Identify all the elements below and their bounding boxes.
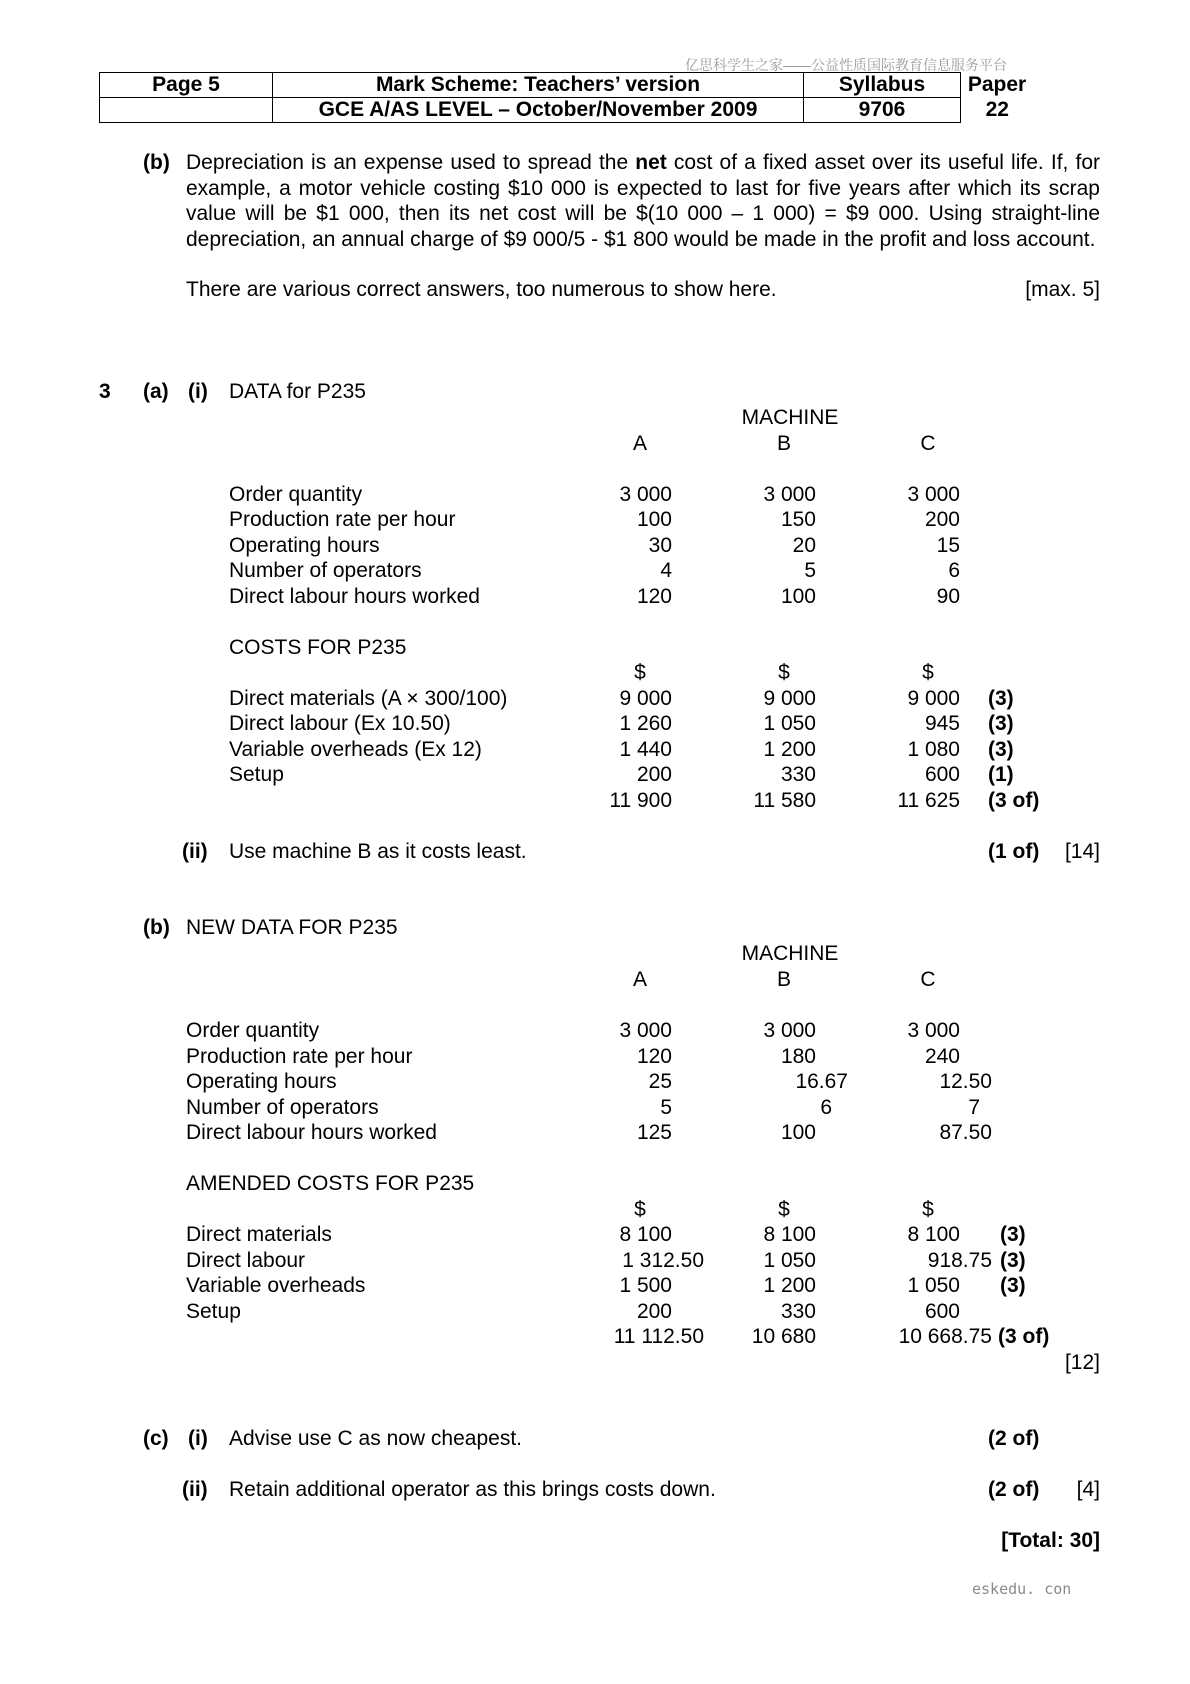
table-cell: 200 bbox=[924, 508, 960, 531]
mark-allocation: (1) bbox=[988, 763, 1014, 786]
table-cell: 1 200 bbox=[763, 1274, 816, 1297]
table-row-label: Direct labour bbox=[186, 1249, 306, 1272]
table-row-label: Order quantity bbox=[186, 1019, 320, 1042]
table-cell: 100 bbox=[780, 1121, 816, 1144]
table-cell: 7 bbox=[968, 1096, 980, 1119]
table-cell: 16.67 bbox=[795, 1070, 848, 1093]
table-row-label: Number of operators bbox=[186, 1096, 379, 1119]
table-cell-total: 11 625 bbox=[897, 789, 960, 812]
table-cell: 330 bbox=[780, 763, 816, 786]
table-cell: 20 bbox=[792, 534, 816, 557]
mark-allocation: (3) bbox=[1000, 1274, 1026, 1297]
table-cell-total: 11 580 bbox=[753, 789, 816, 812]
table-cell: 600 bbox=[924, 763, 960, 786]
table-cell: 945 bbox=[924, 712, 960, 735]
q2b-text-before: Depreciation is an expense used to spread the bbox=[186, 151, 636, 174]
table-cell-total: 11 112.50 bbox=[613, 1325, 704, 1348]
q3a-col-a: A bbox=[632, 432, 647, 455]
q3b-label: (b) bbox=[143, 916, 170, 939]
table-row-label: Operating hours bbox=[229, 534, 380, 557]
table-cell: 1 050 bbox=[763, 712, 816, 735]
q3c-total: [4] bbox=[1076, 1478, 1100, 1501]
currency-symbol: $ bbox=[922, 661, 934, 684]
q2b-label: (b) bbox=[143, 151, 170, 174]
q3c-ii-text: Retain additional operator as this brings costs down. bbox=[229, 1478, 716, 1501]
q3a-ii-text: Use machine B as it costs least. bbox=[229, 840, 527, 863]
q2b-text-bold: net bbox=[635, 151, 667, 174]
currency-symbol: $ bbox=[634, 1198, 646, 1221]
table-cell: 918.75 bbox=[927, 1249, 992, 1272]
header-syllabus-label: Syllabus bbox=[804, 73, 961, 98]
table-cell: 3 000 bbox=[619, 483, 672, 506]
mark-allocation: (3) bbox=[988, 712, 1014, 735]
table-cell-total: 11 900 bbox=[609, 789, 672, 812]
q3b-costs-title: AMENDED COSTS FOR P235 bbox=[186, 1172, 475, 1195]
table-cell: 1 050 bbox=[907, 1274, 960, 1297]
q3b-col-c: C bbox=[920, 968, 936, 991]
table-cell: 90 bbox=[936, 585, 960, 608]
header-exam: GCE A/AS LEVEL – October/November 2009 bbox=[273, 98, 804, 123]
table-cell: 6 bbox=[948, 559, 960, 582]
table-row-label: Setup bbox=[229, 763, 284, 786]
table-row-label: Production rate per hour bbox=[229, 508, 456, 531]
table-row-label: Variable overheads bbox=[186, 1274, 366, 1297]
table-cell: 1 050 bbox=[763, 1249, 816, 1272]
table-cell: 9 000 bbox=[763, 687, 816, 710]
table-cell-total: 10 668.75 bbox=[898, 1325, 992, 1348]
table-row-label: Variable overheads (Ex 12) bbox=[229, 738, 482, 761]
table-row-label: Operating hours bbox=[186, 1070, 337, 1093]
currency-symbol: $ bbox=[634, 661, 646, 684]
mark-allocation: (3) bbox=[988, 687, 1014, 710]
table-cell: 200 bbox=[636, 1300, 672, 1323]
header-empty-cell bbox=[100, 98, 273, 123]
table-row-label: Direct labour hours worked bbox=[229, 585, 480, 608]
mark-allocation: (3) bbox=[988, 738, 1014, 761]
table-cell: 1 440 bbox=[619, 738, 672, 761]
watermark-text: 亿思科学生之家——公益性质国际教育信息服务平台 bbox=[685, 57, 1007, 73]
q3a-i-label: (i) bbox=[188, 380, 208, 403]
currency-symbol: $ bbox=[778, 661, 790, 684]
table-cell-total: 10 680 bbox=[751, 1325, 816, 1348]
q3c-label: (c) bbox=[143, 1427, 169, 1450]
mark-allocation: (3) bbox=[1000, 1249, 1026, 1272]
table-cell: 25 bbox=[648, 1070, 672, 1093]
table-cell: 9 000 bbox=[619, 687, 672, 710]
table-cell: 8 100 bbox=[619, 1223, 672, 1246]
table-cell: 5 bbox=[660, 1096, 672, 1119]
table-cell: 100 bbox=[780, 585, 816, 608]
q3b-col-b: B bbox=[776, 968, 791, 991]
q3b-col-a: A bbox=[632, 968, 647, 991]
table-row-label: Production rate per hour bbox=[186, 1045, 413, 1068]
table-cell: 6 bbox=[820, 1096, 832, 1119]
q2b-text-after: cost of a fixed asset over its useful life. If, for example, a motor vehicle costing $10 000 is expected to last for five years after which its scrap value will be $1 000, then its net cost will be $(10 000 – 1 000) = $9 000. Using straight-line depreciation, an annual charge of $9 000/5 - $1 800 would be made in the profit and loss account. bbox=[186, 151, 1100, 251]
table-cell: 8 100 bbox=[763, 1223, 816, 1246]
q3c-i-label: (i) bbox=[188, 1427, 208, 1450]
table-cell: 100 bbox=[636, 508, 672, 531]
table-row-label: Number of operators bbox=[229, 559, 422, 582]
table-row-label: Direct labour (Ex 10.50) bbox=[229, 712, 451, 735]
q3a-title: DATA for P235 bbox=[229, 380, 366, 403]
q3a-col-b: B bbox=[776, 432, 791, 455]
table-cell: 1 500 bbox=[619, 1274, 672, 1297]
header-title: Mark Scheme: Teachers’ version bbox=[273, 73, 804, 98]
table-row-label: Direct materials (A × 300/100) bbox=[229, 687, 508, 710]
q2b-mark: [max. 5] bbox=[1025, 278, 1100, 301]
table-row-label: Order quantity bbox=[229, 483, 363, 506]
table-cell: 120 bbox=[636, 1045, 672, 1068]
q3a-col-c: C bbox=[920, 432, 936, 455]
table-cell: 600 bbox=[924, 1300, 960, 1323]
table-row-label: Direct materials bbox=[186, 1223, 332, 1246]
currency-symbol: $ bbox=[922, 1198, 934, 1221]
q3b-title: NEW DATA FOR P235 bbox=[186, 916, 398, 939]
q3a-costs-title: COSTS FOR P235 bbox=[229, 636, 407, 659]
q3c-ii-label: (ii) bbox=[182, 1478, 208, 1501]
q2b-paragraph bbox=[186, 150, 1100, 252]
table-cell: 87.50 bbox=[939, 1121, 992, 1144]
table-row-label: Setup bbox=[186, 1300, 241, 1323]
header-table bbox=[99, 72, 1034, 123]
header-page: Page 5 bbox=[100, 73, 273, 98]
grand-total: [Total: 30] bbox=[1001, 1529, 1100, 1552]
q3a-total: [14] bbox=[1064, 840, 1100, 863]
table-cell: 3 000 bbox=[763, 1019, 816, 1042]
currency-symbol: $ bbox=[778, 1198, 790, 1221]
q3c-ii-mark: (2 of) bbox=[988, 1478, 1040, 1501]
mark-allocation: (3 of) bbox=[988, 789, 1040, 812]
q2b-last-line: There are various correct answers, too numerous to show here. bbox=[186, 278, 777, 301]
table-cell: 8 100 bbox=[907, 1223, 960, 1246]
header-paper-label: Paper bbox=[967, 73, 1027, 96]
table-cell: 3 000 bbox=[907, 1019, 960, 1042]
table-cell: 200 bbox=[636, 763, 672, 786]
table-cell: 4 bbox=[660, 559, 672, 582]
mark-allocation: (3) bbox=[1000, 1223, 1026, 1246]
table-cell: 125 bbox=[636, 1121, 672, 1144]
table-cell: 3 000 bbox=[619, 1019, 672, 1042]
table-cell: 3 000 bbox=[907, 483, 960, 506]
q3c-i-mark: (2 of) bbox=[988, 1427, 1040, 1450]
table-cell: 1 200 bbox=[763, 738, 816, 761]
q3b-machine-header: MACHINE bbox=[741, 942, 839, 965]
table-cell: 30 bbox=[648, 534, 672, 557]
table-row-label: Direct labour hours worked bbox=[186, 1121, 437, 1144]
q3-number: 3 bbox=[99, 380, 111, 403]
header-syllabus: 9706 bbox=[804, 98, 961, 123]
table-cell: 3 000 bbox=[763, 483, 816, 506]
table-cell: 1 312.50 bbox=[622, 1249, 704, 1272]
table-cell: 330 bbox=[780, 1300, 816, 1323]
footer-mark: eskedu. con bbox=[972, 1580, 1072, 1598]
table-cell: 15 bbox=[936, 534, 960, 557]
table-cell: 120 bbox=[636, 585, 672, 608]
q3a-machine-header: MACHINE bbox=[741, 406, 839, 429]
table-cell: 12.50 bbox=[939, 1070, 992, 1093]
q3a-label: (a) bbox=[143, 380, 169, 403]
table-cell: 150 bbox=[780, 508, 816, 531]
mark-allocation: (3 of) bbox=[998, 1325, 1050, 1348]
q3a-ii-label: (ii) bbox=[182, 840, 208, 863]
header-paper: 22 bbox=[985, 98, 1009, 121]
q3b-total: [12] bbox=[1064, 1351, 1100, 1374]
q3c-i-text: Advise use C as now cheapest. bbox=[229, 1427, 522, 1450]
q3a-ii-mark: (1 of) bbox=[988, 840, 1040, 863]
table-cell: 240 bbox=[924, 1045, 960, 1068]
table-cell: 5 bbox=[804, 559, 816, 582]
table-cell: 1 080 bbox=[907, 738, 960, 761]
table-cell: 9 000 bbox=[907, 687, 960, 710]
table-cell: 180 bbox=[780, 1045, 816, 1068]
table-cell: 1 260 bbox=[619, 712, 672, 735]
